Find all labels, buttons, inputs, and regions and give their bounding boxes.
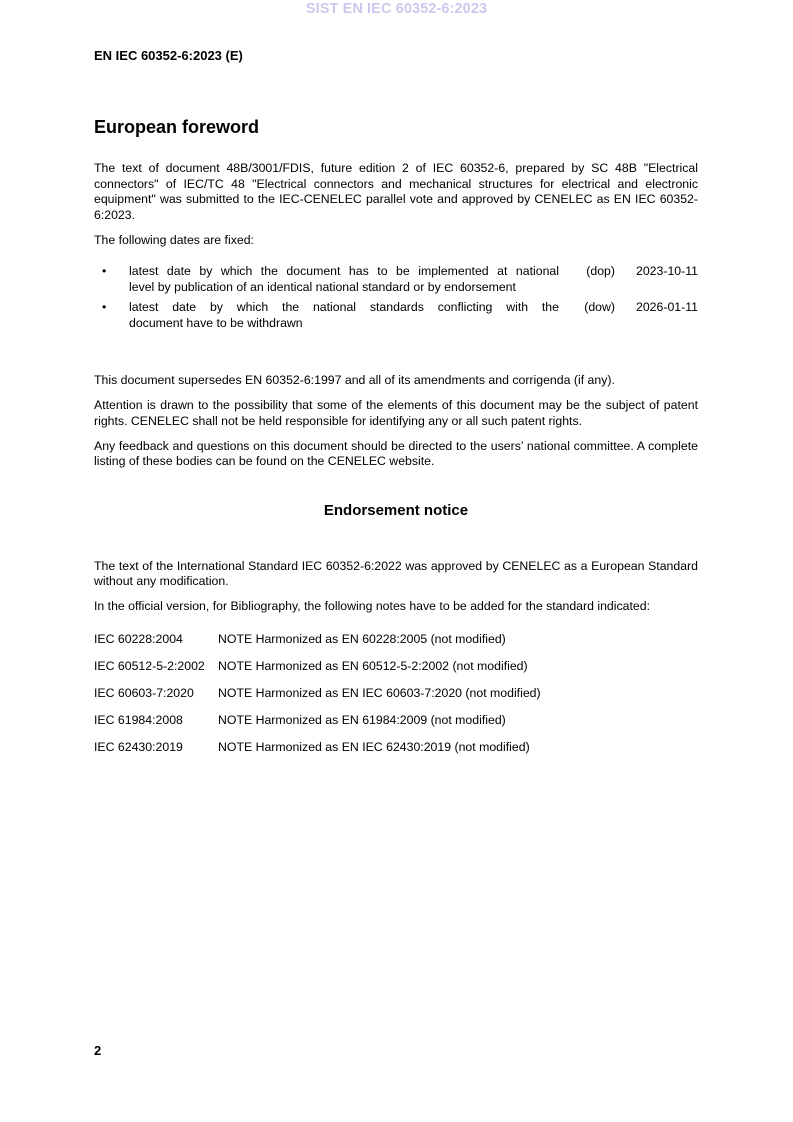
document-identifier: EN IEC 60352-6:2023 (E) [94,48,243,63]
bibliography-item [94,686,698,702]
bibliography-standard: IEC 60228:2004 [94,631,183,646]
date-description-line1: latest date by which the document has to be implemented at national [129,264,559,278]
bibliography-item [94,713,698,729]
foreword-intro: The text of document 48B/3001/FDIS, future edition 2 of IEC 60352-6, prepared by SC 48B "Electrical connectors" of IEC/TC 48 "Electrical connectors and mechanical structures for electrical and electronic equipment" was submitted to the IEC-CENELEC parallel vote and approved by CENELEC as EN IEC 60352-6:2023. [94,161,698,222]
bibliography-standard: IEC 60603-7:2020 [94,685,194,700]
date-description-line2: level by publication of an identical national standard or by endorsement [129,279,516,294]
bibliography-standard: IEC 62430:2019 [94,739,183,754]
date-value: 2026-01-11 [636,300,698,314]
foreword-title: European foreword [94,117,260,137]
date-value: 2023-10-11 [636,264,698,278]
page-content [94,115,698,767]
dates-intro: The following dates are fixed: [94,232,254,247]
watermark: SIST EN IEC 60352-6:2023 [305,1,488,17]
bullet: • [102,300,107,314]
attention-paragraph: Attention is drawn to the possibility that some of the elements of this document may be the subject of patent rights. CENELEC shall not be held responsible for identifying any or all such patent rights. [94,398,698,428]
bibliography-note: NOTE Harmonized as EN 61984:2009 (not modified) [218,712,506,727]
supersedes-paragraph: This document supersedes EN 60352-6:1997 and all of its amendments and corrigenda (if any). [94,373,615,387]
bibliography-note: NOTE Harmonized as EN IEC 62430:2019 (not modified) [218,739,530,754]
bullet: • [102,264,107,278]
feedback-paragraph: Any feedback and questions on this document should be directed to the users’ national committee. A complete listing of these bodies can be found on the CENELEC website. [94,438,698,468]
bibliography-standard: IEC 61984:2008 [94,712,183,727]
bibliography-item [94,659,698,675]
bibliography-note: NOTE Harmonized as EN 60228:2005 (not modified) [218,631,506,646]
date-description-line1: latest date by which the national standards conflicting with the [129,300,559,314]
bibliography-intro: In the official version, for Bibliography, the following notes have to be added for the standard indicated: [94,599,650,613]
page-number: 2 [94,1043,102,1058]
date-description-line2: document have to be withdrawn [129,315,303,330]
bibliography-note: NOTE Harmonized as EN IEC 60603-7:2020 (not modified) [218,685,541,700]
bibliography-item [94,632,698,648]
date-description [129,264,559,295]
dates-list [94,264,698,331]
bibliography-note: NOTE Harmonized as EN 60512-5-2:2002 (not modified) [218,658,528,673]
date-item-dow [94,300,698,331]
date-code: (dow) [584,300,615,314]
date-description [129,300,559,331]
bibliography-standard: IEC 60512-5-2:2002 [94,658,205,673]
bibliography-item [94,740,698,756]
endorsement-text: The text of the International Standard IEC 60352-6:2022 was approved by CENELEC as a European Standard without any modification. [94,558,698,588]
date-item-dop [94,264,698,295]
endorsement-title: Endorsement notice [323,501,469,519]
date-code: (dop) [586,264,615,278]
bibliography-list [94,632,698,756]
